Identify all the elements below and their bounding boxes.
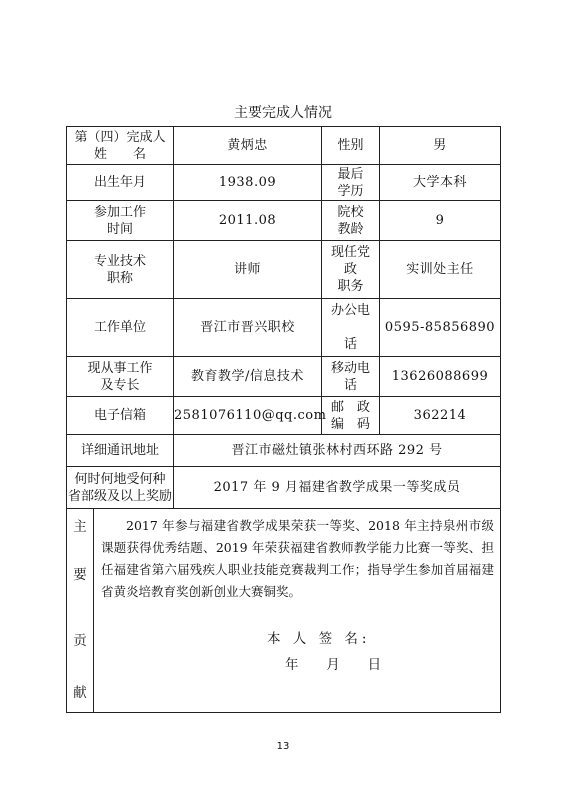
contribution-text: 2017 年参与福建省教学成果荣获一等奖、2018 年主持泉州市级课题获得优秀结题、2019 年荣获福建省教师教学能力比赛一等奖、担任福建省第六届残疾人职业技能竞赛裁判工作；指导学生参加首届福建省黄炎培教育奖创新创业大赛铜奖。	[101, 518, 494, 599]
table-row	[67, 127, 501, 165]
page-number: 13	[276, 741, 290, 752]
gender-value: 男	[380, 127, 501, 165]
personnel-form-table	[66, 126, 501, 713]
postcode-value: 362214	[380, 397, 501, 435]
address-value: 晋江市磁灶镇张林村西环路 292 号	[174, 435, 501, 467]
work-start-value: 2011.08	[174, 201, 322, 241]
professional-title-value: 讲师	[174, 241, 322, 299]
birth-label: 出生年月	[67, 165, 174, 201]
table-row	[67, 201, 501, 241]
table-row	[67, 397, 501, 435]
current-work-label: 现从事工作 及专长	[67, 357, 174, 397]
date-label: 年 月 日	[285, 657, 382, 673]
email-value: 2581076110@qq.com	[174, 397, 322, 435]
table-row	[67, 299, 501, 357]
award-value: 2017 年 9 月福建省教学成果一等奖成员	[174, 467, 501, 509]
work-unit-label: 工作单位	[67, 299, 174, 357]
education-label: 最后 学历	[322, 165, 380, 201]
work-unit-value: 晋江市晋兴职校	[174, 299, 322, 357]
contribution-row	[67, 509, 501, 713]
gender-label: 性别	[322, 127, 380, 165]
contribution-side-column	[67, 509, 94, 712]
party-post-value: 实训处主任	[380, 241, 501, 299]
table-row	[67, 467, 501, 509]
page-title: 主要完成人情况	[234, 105, 332, 121]
professional-title-label: 专业技术 职称	[67, 241, 174, 299]
table-row	[67, 241, 501, 299]
award-label: 何时何地受何种 省部级及以上奖励	[67, 467, 174, 509]
address-label: 详细通讯地址	[67, 435, 174, 467]
school-age-value: 9	[380, 201, 501, 241]
signature-label: 本 人 签 名:	[267, 631, 371, 647]
name-value: 黄炳忠	[174, 127, 322, 165]
office-phone-value: 0595-85856890	[380, 299, 501, 357]
name-label: 第（四）完成人 姓 名	[67, 127, 174, 165]
work-start-label: 参加工作 时间	[67, 201, 174, 241]
contribution-side-char: 献	[73, 685, 87, 701]
mobile-phone-value: 13626088699	[380, 357, 501, 397]
contribution-side-char: 主	[73, 519, 87, 535]
postcode-label: 邮 政 编 码	[322, 397, 380, 435]
mobile-phone-label: 移动电 话	[322, 357, 380, 397]
school-age-label: 院校 教龄	[322, 201, 380, 241]
contribution-cell	[67, 509, 501, 713]
current-work-value: 教育教学/信息技术	[174, 357, 322, 397]
table-row	[67, 165, 501, 201]
birth-value: 1938.09	[174, 165, 322, 201]
table-row	[67, 435, 501, 467]
contribution-side-char: 贡	[73, 633, 87, 649]
contribution-side-char: 要	[73, 567, 87, 583]
party-post-label: 现任党 政 职务	[322, 241, 380, 299]
email-label: 电子信箱	[67, 397, 174, 435]
office-phone-label: 办公电 话	[322, 299, 380, 357]
table-row	[67, 357, 501, 397]
education-value: 大学本科	[380, 165, 501, 201]
